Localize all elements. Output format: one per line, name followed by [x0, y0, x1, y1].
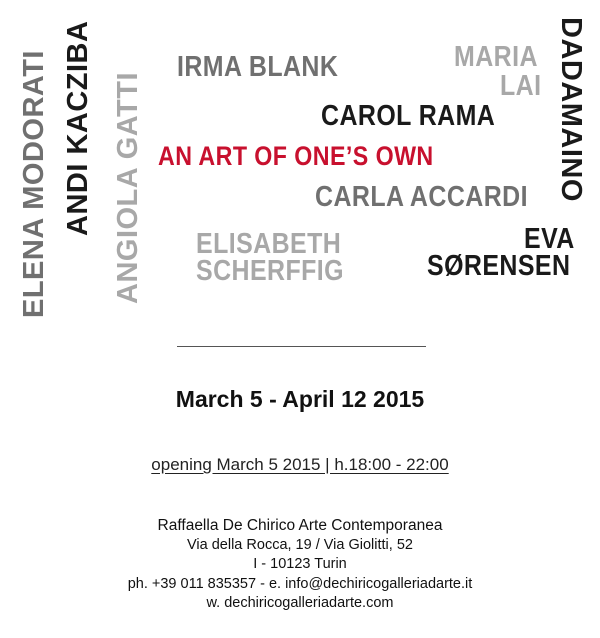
gallery-phone-email: ph. +39 011 835357 - e. info@dechiricogalleriadarte.it	[127, 575, 473, 592]
exhibition-dates: March 5 - April 12 2015	[175, 386, 425, 412]
artist-carla-accardi: CARLA ACCARDI	[315, 181, 528, 213]
divider	[177, 346, 426, 347]
artist-maria-lai-line2: LAI	[500, 70, 542, 102]
gallery-website: w. dechiricogalleriadarte.com	[206, 595, 394, 611]
artist-irma-blank: IRMA BLANK	[177, 51, 339, 83]
artist-carol-rama: CAROL RAMA	[321, 100, 496, 132]
contact-block	[0, 516, 600, 614]
artist-elisabeth-scherffig-line2: SCHERFFIG	[196, 255, 344, 287]
artist-eva-sorensen-line2: SØRENSEN	[427, 250, 571, 282]
exhibition-title: AN ART OF ONE’S OWN	[158, 141, 434, 171]
artist-maria-lai-line1: MARIA	[454, 41, 538, 73]
artist-eva-sorensen-line1: EVA	[524, 223, 575, 255]
gallery-address: Via della Rocca, 19 / Via Giolitti, 52	[187, 536, 413, 553]
gallery-city: I - 10123 Turin	[253, 556, 347, 572]
artist-elisabeth-scherffig-line1: ELISABETH	[196, 228, 342, 260]
opening-info	[0, 455, 600, 475]
artist-angiola-gatti: ANGIOLA GATTI	[112, 71, 144, 304]
artist-andi-kacziba: ANDI KACZIBA	[62, 20, 94, 236]
opening-text: opening March 5 2015 | h.18:00 - 22:00	[151, 455, 449, 474]
artist-dadamaino: DADAMAINO	[555, 17, 587, 202]
gallery-name: Raffaella De Chirico Arte Contemporanea	[157, 517, 443, 534]
artist-elena-modorati: ELENA MODORATI	[18, 50, 50, 318]
